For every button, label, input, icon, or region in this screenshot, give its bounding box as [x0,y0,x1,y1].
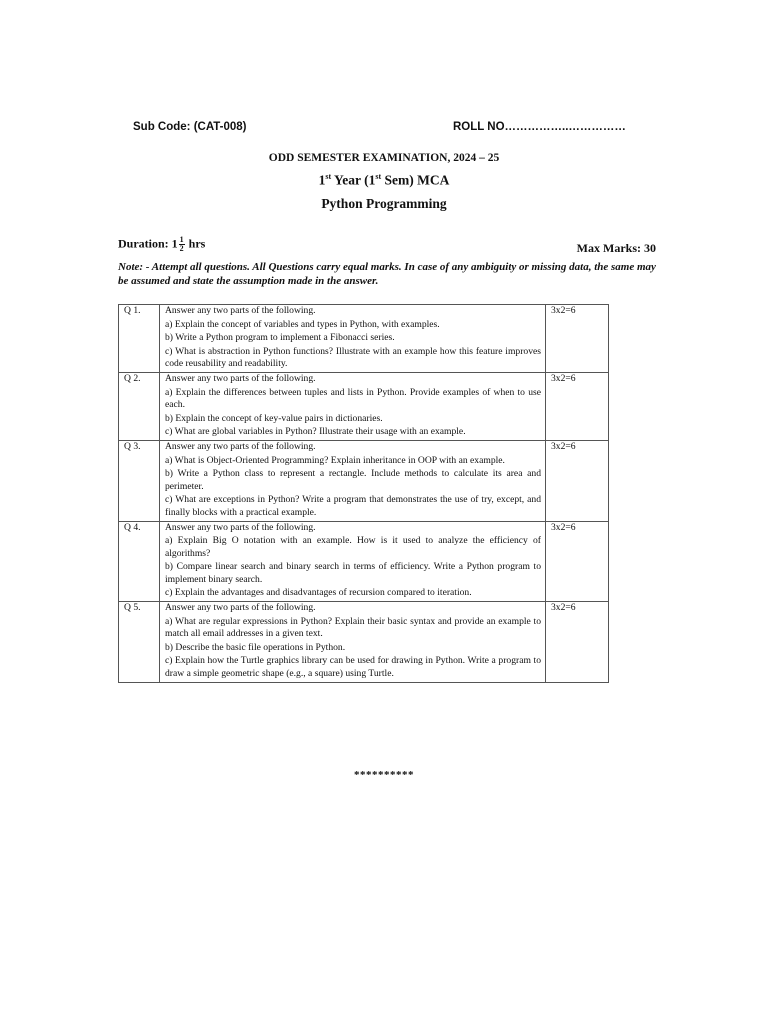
question-part: c) What are exceptions in Python? Write a program that demonstrates the use of try, except, and finally blocks with a practical example. [165,494,541,518]
question-part: a) Explain the concept of variables and types in Python, with examples. [165,318,440,330]
question-number: Q 2. [119,372,160,440]
question-part: b) Explain the concept of key-value pairs in dictionaries. [165,412,383,424]
question-part: a) What is Object-Oriented Programming? Explain inheritance in OOP with an example. [165,454,505,466]
question-number: Q 4. [119,521,160,602]
instructions-note: Note: - Attempt all questions. All Questions carry equal marks. In case of any ambiguity or missing data, the same may be assumed and state the assumption made in the answer. [118,261,656,287]
question-body [160,602,546,683]
duration-fraction [179,236,185,253]
question-body [160,521,546,602]
year-text-3: Sem) MCA [381,172,450,188]
question-body [160,372,546,440]
question-body [160,305,546,373]
question-number: Q 3. [119,440,160,521]
year-title [0,172,768,189]
question-instruction: Answer any two parts of the following. [165,440,316,452]
question-part: b) Write a Python program to implement a Fibonacci series. [165,332,395,344]
question-row [119,440,609,521]
year-text-2: Year (1 [331,172,376,188]
end-of-paper-marker: ********** [354,769,414,781]
exam-title: ODD SEMESTER EXAMINATION, 2024 – 25 [268,152,500,164]
question-instruction: Answer any two parts of the following. [165,305,316,316]
subject-code: Sub Code: (CAT-008) [133,121,247,133]
year-sup-2: st [375,172,382,181]
fraction-numerator: 1 [179,235,184,244]
question-part: c) What is abstraction in Python functions? Illustrate with an example how this feature improves code reusability and readability. [165,345,541,370]
course-title: Python Programming [321,196,447,211]
question-instruction: Answer any two parts of the following. [165,521,316,533]
question-row [119,521,609,602]
duration-unit: hrs [185,236,206,251]
question-row [119,305,609,373]
question-part: c) What are global variables in Python? Illustrate their usage with an example. [165,426,466,438]
question-part: b) Write a Python class to represent a rectangle. Include methods to calculate its area and perimeter. [165,468,541,492]
question-part: a) What are regular expressions in Python? Explain their basic syntax and provide an example to match all email addresses in a given text. [165,615,541,640]
fraction-denominator: 2 [179,244,184,253]
question-row [119,372,609,440]
roll-number-field: ROLL NO……………..…………… [453,121,626,133]
question-number: Q 1. [119,305,160,373]
question-instruction: Answer any two parts of the following. [165,372,316,384]
question-part: c) Explain how the Turtle graphics library can be used for drawing in Python. Write a program to draw a simple geometric shape (e.g., a square) using Turtle. [165,655,541,680]
question-part: b) Compare linear search and binary search in terms of efficiency. Write a Python program to implement binary search. [165,561,541,585]
duration-label: Duration: 1 [118,236,178,251]
question-part: a) Explain the differences between tuples and lists in Python. Provide examples of when to use each. [165,386,541,411]
questions-table [118,304,609,683]
question-number: Q 5. [119,602,160,683]
question-row [119,602,609,683]
question-part: c) Explain the advantages and disadvantages of recursion compared to iteration. [165,587,472,599]
duration [118,236,205,253]
year-text-1: 1 [318,172,326,188]
question-marks: 3x2=6 [546,440,609,521]
question-part: b) Describe the basic file operations in Python. [165,641,346,653]
question-part: a) Explain Big O notation with an example. How is it used to analyze the efficiency of algorithms? [165,535,541,559]
year-sup-1: st [325,172,332,181]
questions-table-body [119,305,609,683]
question-instruction: Answer any two parts of the following. [165,602,316,614]
max-marks: Max Marks: 30 [576,241,656,255]
question-marks: 3x2=6 [546,372,609,440]
question-marks: 3x2=6 [546,602,609,683]
question-marks: 3x2=6 [546,521,609,602]
question-body [160,440,546,521]
question-marks: 3x2=6 [546,305,609,373]
